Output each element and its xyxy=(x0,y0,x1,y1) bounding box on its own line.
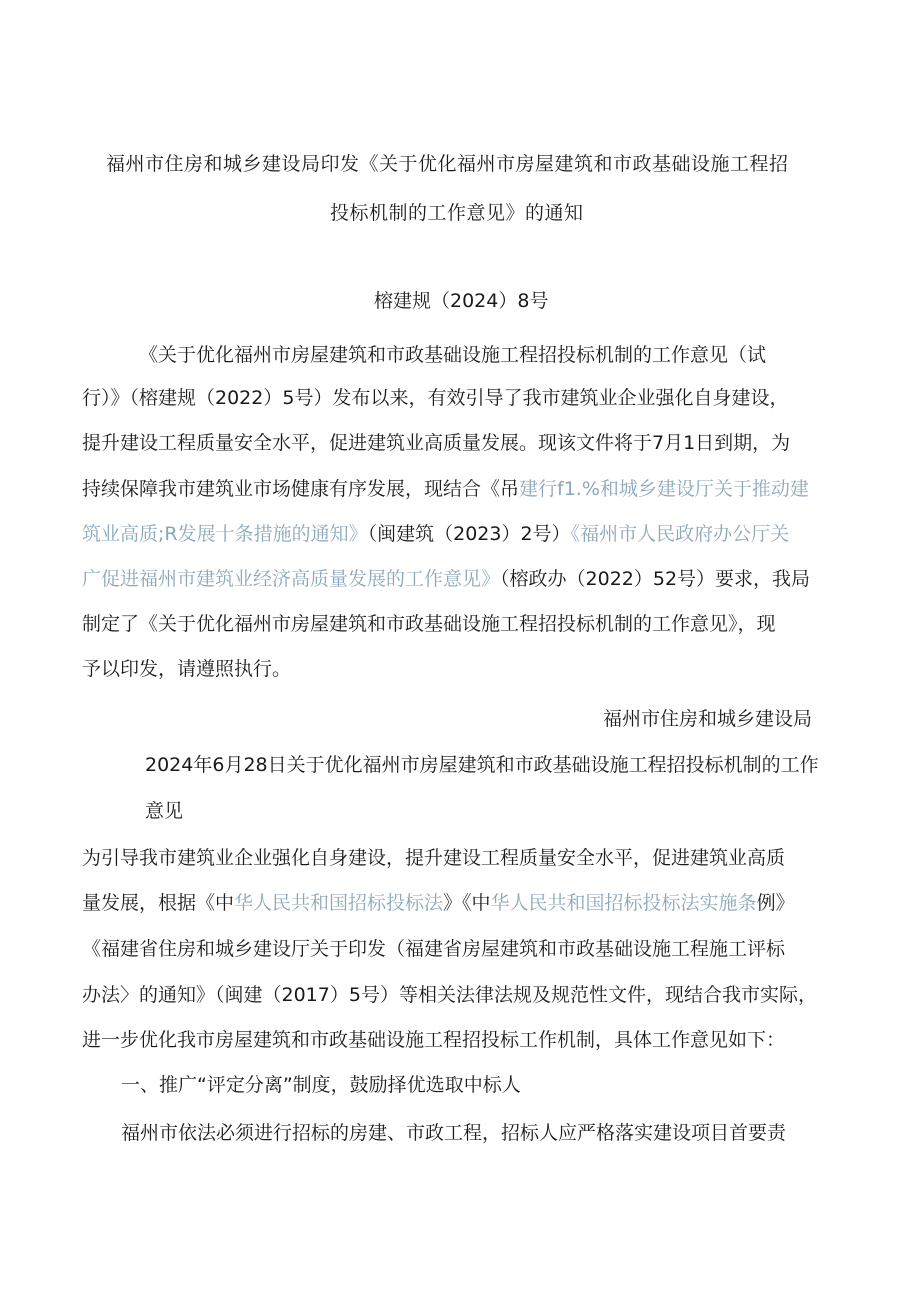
body-line-1: 为引导我市建筑业企业强化自身建设，提升建设工程质量安全水平，促进建筑业高质 xyxy=(82,847,786,869)
intro-line-7: 制定了《关于优化福州市房屋建筑和市政基础设施工程招投标机制的工作意见》，现 xyxy=(82,613,776,635)
body-line-3: 《福建省住房和城乡建设厅关于印发（福建省房屋建筑和市政基础设施工程施工评标 xyxy=(82,938,786,960)
intro-line-6-text: （榕政办（2022）52号）要求，我局 xyxy=(500,568,811,590)
intro-line-5-text: （闽建筑（2023）2号） xyxy=(367,523,571,545)
intro-line-2: 行）》（榕建规（2022）5号）发布以来，有效引导了我市建筑业企业强化自身建设， xyxy=(82,387,789,409)
document-title-line-2: 投标机制的工作意见》的通知 xyxy=(330,202,584,224)
body-line-2-text-3: 例》 xyxy=(756,892,795,914)
intro-line-4-text: 持续保障我市建筑业市场健康有序发展，现结合《吊 xyxy=(82,478,520,500)
intro-line-3: 提升建设工程质量安全水平，促进建筑业高质量发展。现该文件将于7月1日到期，为 xyxy=(82,432,791,454)
law-link-2[interactable]: 华人民共和国招标投标法实施条 xyxy=(490,892,757,914)
document-title-line-1: 福州市住房和城乡建设局印发《关于优化福州市房屋建筑和市政基础设施工程招 xyxy=(106,153,789,175)
body-line-5: 进一步优化我市房屋建筑和市政基础设施工程招投标工作机制，具体工作意见如下： xyxy=(82,1029,786,1051)
intro-line-6 xyxy=(82,567,810,591)
body-line-6: 福州市依法必须进行招标的房建、市政工程，招标人应严格落实建设项目首要责 xyxy=(121,1122,787,1144)
intro-line-1: 《关于优化福州市房屋建筑和市政基础设施工程招投标机制的工作意见（试 xyxy=(139,344,767,366)
intro-line-4 xyxy=(82,477,809,501)
law-link-1[interactable]: 华人民共和国招标投标法 xyxy=(234,892,444,914)
body-line-4: 办法〉的通知》（闽建（2017）5号）等相关法律法规及规范性文件，现结合我市实际， xyxy=(82,984,817,1006)
document-number: 榕建规（2024）8号 xyxy=(374,290,549,312)
intro-line-5 xyxy=(82,522,789,546)
body-line-2-text-2: 》《中 xyxy=(443,892,491,914)
intro-reference-link-1-cont[interactable]: 筑业高质;R发展十条措施的通知》 xyxy=(82,523,368,545)
body-line-2-text: 量发展，根据《中 xyxy=(82,892,235,914)
body-line-2 xyxy=(82,891,795,915)
signature: 福州市住房和城乡建设局 xyxy=(603,708,813,730)
intro-reference-link-2-cont[interactable]: 广促进福州市建筑业经济高质量发展的工作意见》 xyxy=(82,568,501,590)
intro-line-8: 予以印发，请遵照执行。 xyxy=(82,658,292,680)
section-heading-1: 一、推广“评定分离”制度，鼓励择优选取中标人 xyxy=(121,1074,521,1096)
intro-reference-link-2[interactable]: 《福州市人民政府办公厅关 xyxy=(570,523,790,545)
date-heading-line-2: 意见 xyxy=(145,800,184,822)
intro-reference-link-1[interactable]: 建行f1.%和城乡建设厅关于推动建 xyxy=(519,478,809,500)
date-heading-line-1: 2024年6月28日关于优化福州市房屋建筑和市政基础设施工程招投标机制的工作 xyxy=(145,754,819,776)
